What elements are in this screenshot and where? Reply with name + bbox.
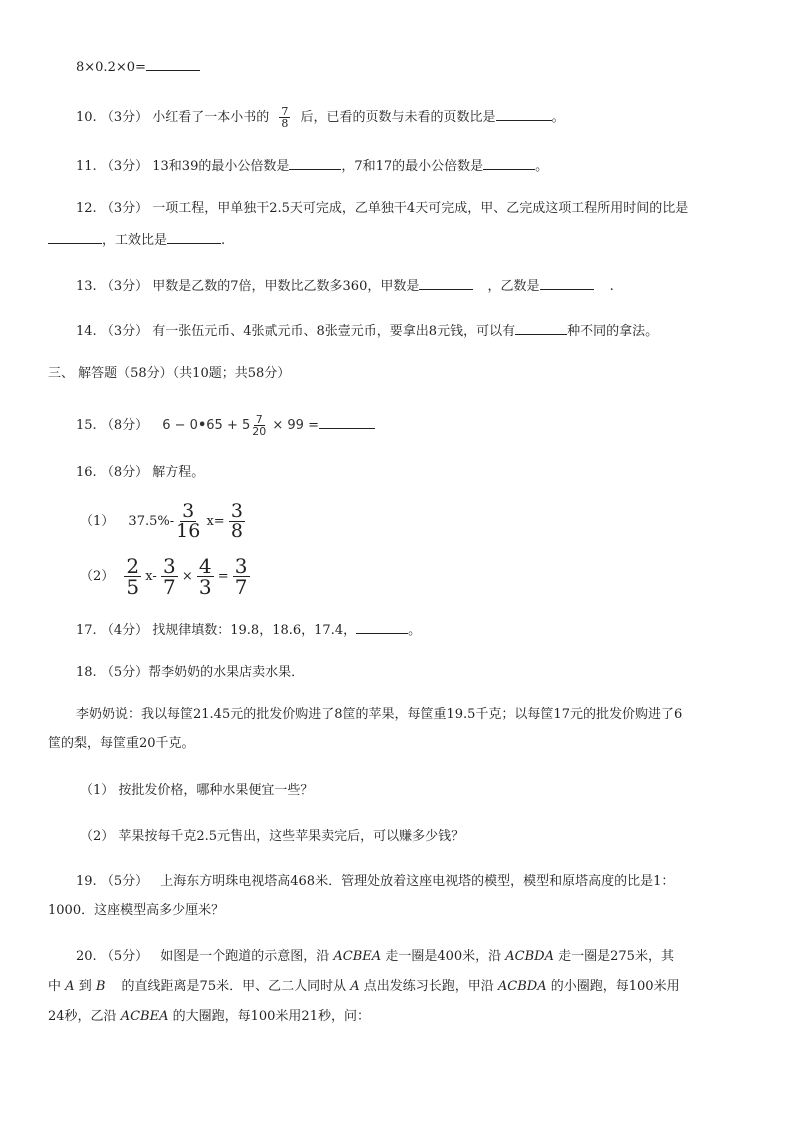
fraction: [174, 502, 202, 541]
numerator: 3: [182, 500, 195, 522]
question-text: 走一圈是400米，沿: [385, 949, 502, 964]
question-text: 中: [48, 979, 62, 994]
answer-blank: [419, 275, 473, 290]
question-text: 一项工程，甲单独干2.5天可完成，乙单独干4天可完成，甲、乙完成这项工程所用时间的比是: [152, 201, 689, 216]
question-18-paragraph: 李奶奶说：我以每筐21.45元的批发价购进了8筐的苹果，每筐重19.5千克；以每筐17元的批发价购进了6: [76, 707, 683, 722]
fraction: [197, 556, 214, 597]
question-text: 种不同的拿法。: [567, 324, 659, 339]
expr-part: 65 + 5: [206, 418, 251, 433]
question-text: 13和39的最小公倍数是: [152, 159, 290, 174]
question-score: （3分）: [100, 201, 149, 216]
question-text: 甲数是乙数的7倍，甲数比乙数多360，甲数是: [152, 279, 420, 294]
question-number: 13.: [76, 279, 97, 294]
question-score: （3分）: [100, 159, 149, 174]
numerator: 2: [126, 554, 140, 578]
expr-part: x-: [145, 569, 157, 584]
question-19-line2: 1000．这座模型高多少厘米？: [48, 903, 225, 918]
answer-blank: [146, 56, 200, 71]
denominator: 5: [126, 575, 140, 599]
question-number: 12.: [76, 201, 97, 216]
path-label: ACBEA: [333, 949, 382, 964]
equals-sign: =: [217, 569, 229, 584]
point-label: A: [65, 979, 75, 994]
question-10: [76, 106, 565, 129]
question-text: 如图是一个跑道的示意图，沿: [160, 949, 330, 964]
question-text: 走一圈是275米，其: [558, 949, 674, 964]
question-text: 的大圈跑，每100米用21秒，问：: [172, 1009, 370, 1024]
question-17: [76, 619, 421, 640]
denominator: 7: [162, 575, 176, 599]
question-number: 11.: [76, 159, 97, 174]
part-label: （2）: [80, 569, 115, 584]
equals-sign: =: [308, 418, 320, 433]
question-text: 小红看了一本小书的: [152, 110, 270, 125]
expr-part: 37.5%-: [128, 514, 175, 529]
question-18: [76, 664, 304, 682]
answer-blank: [167, 229, 221, 244]
fraction: [229, 502, 245, 541]
question-number: 18.: [76, 665, 97, 680]
question-15: [76, 412, 375, 440]
question-score: （5分）: [100, 874, 149, 889]
numerator: 7: [281, 105, 289, 118]
fraction: [161, 556, 178, 597]
question-score: （8分）: [100, 418, 149, 433]
answer-blank: [319, 414, 375, 429]
question-20: [76, 948, 674, 966]
question-16-part-1: [80, 502, 245, 542]
question-12: [76, 200, 688, 218]
question-text: 到: [78, 979, 92, 994]
answer-blank: [483, 155, 535, 170]
expr-part: 6 − 0: [162, 418, 198, 433]
numerator: 3: [230, 500, 243, 522]
punctuation: 。: [551, 110, 565, 125]
question-number: 17.: [76, 623, 97, 638]
question-18-sub-2: （2） 苹果按每千克2.5元售出，这些苹果卖完后，可以赚多少钱？: [80, 829, 465, 844]
question-9-continuation: [76, 56, 200, 77]
point-label: A: [350, 979, 360, 994]
question-text: 24秒，乙沿: [48, 1009, 117, 1024]
answer-blank: [356, 619, 408, 634]
question-18-sub-1: （1） 按批发价格，哪种水果便宜一些？: [80, 783, 314, 798]
punctuation: 。: [535, 159, 549, 174]
question-text: ，乙数是: [487, 279, 540, 294]
answer-blank: [48, 229, 102, 244]
question-text: ，7和17的最小公倍数是: [341, 159, 484, 174]
path-label: ACBEA: [120, 1009, 169, 1024]
fraction: [233, 556, 250, 597]
numerator: 7: [255, 413, 263, 426]
denominator: 8: [281, 117, 289, 130]
expression: 8×0.2×0=: [76, 60, 146, 75]
fraction: [250, 414, 268, 437]
punctuation: .: [609, 279, 614, 294]
question-text: 解方程。: [152, 465, 205, 480]
question-18-paragraph-cont: 筐的梨，每筐重20千克。: [48, 736, 195, 751]
answer-blank: [496, 106, 552, 121]
question-text: 点出发练习长跑，甲沿: [363, 979, 494, 994]
question-number: 20.: [76, 949, 97, 964]
denominator: 3: [198, 575, 212, 599]
point-label: B: [95, 979, 106, 994]
times-sign: ×: [181, 569, 193, 584]
fraction: [124, 556, 141, 597]
punctuation: .: [221, 233, 226, 248]
numerator: 3: [234, 554, 248, 578]
answer-blank: [515, 320, 567, 335]
question-score: （8分）: [100, 465, 149, 480]
question-text: 后，已看的页数与未看的页数比是: [300, 110, 496, 125]
denominator: 16: [176, 520, 201, 542]
question-19: [76, 873, 674, 891]
math-expression: [162, 413, 308, 438]
question-score: （5分）: [100, 949, 149, 964]
fraction: [279, 106, 290, 129]
section-heading: 三、 解答题（58分）（共10题；共58分）: [48, 366, 291, 381]
question-11: [76, 155, 548, 176]
question-number: 10.: [76, 110, 97, 125]
expr-part: × 99: [272, 418, 304, 433]
answer-blank: [289, 155, 341, 170]
denominator: 7: [234, 575, 248, 599]
path-label: ACBDA: [505, 949, 554, 964]
question-score: （4分）: [100, 623, 149, 638]
question-14: [76, 320, 658, 341]
question-number: 15.: [76, 418, 97, 433]
question-16: [76, 464, 204, 482]
question-text: 帮李奶奶的水果店卖水果．: [148, 665, 305, 680]
numerator: 4: [198, 554, 212, 578]
punctuation: 。: [408, 623, 422, 638]
denominator: 20: [252, 425, 267, 438]
question-number: 16.: [76, 465, 97, 480]
question-20-line3: [48, 1008, 370, 1026]
question-12-line2: [48, 229, 225, 250]
answer-blank: [540, 275, 594, 290]
question-number: 19.: [76, 874, 97, 889]
numerator: 3: [162, 554, 176, 578]
question-13: [76, 275, 614, 296]
part-label: （1）: [80, 514, 115, 529]
question-text: 有一张伍元币、4张贰元币、8张壹元币，要拿出8元钱，可以有: [152, 324, 516, 339]
denominator: 8: [230, 520, 243, 542]
question-text: ，工效比是: [102, 233, 168, 248]
question-score: （3分）: [100, 110, 149, 125]
question-score: （3分）: [100, 324, 149, 339]
question-score: （5分）: [100, 665, 149, 680]
question-score: （3分）: [100, 279, 149, 294]
question-number: 14.: [76, 324, 97, 339]
question-text: 的直线距离是75米．甲、乙二人同时从: [121, 979, 347, 994]
question-text: 的小圈跑，每100米用: [550, 979, 680, 994]
decimal-point: •: [197, 418, 207, 433]
question-text: 上海东方明珠电视塔高468米．管理处放着这座电视塔的模型，模型和原塔高度的比是1：: [160, 874, 675, 889]
question-20-line2: [48, 978, 680, 996]
expr-part: x=: [206, 514, 225, 529]
path-label: ACBDA: [497, 979, 547, 994]
question-text: 找规律填数：19.8，18.6，17.4，: [152, 623, 357, 638]
question-16-part-2: [80, 556, 250, 597]
